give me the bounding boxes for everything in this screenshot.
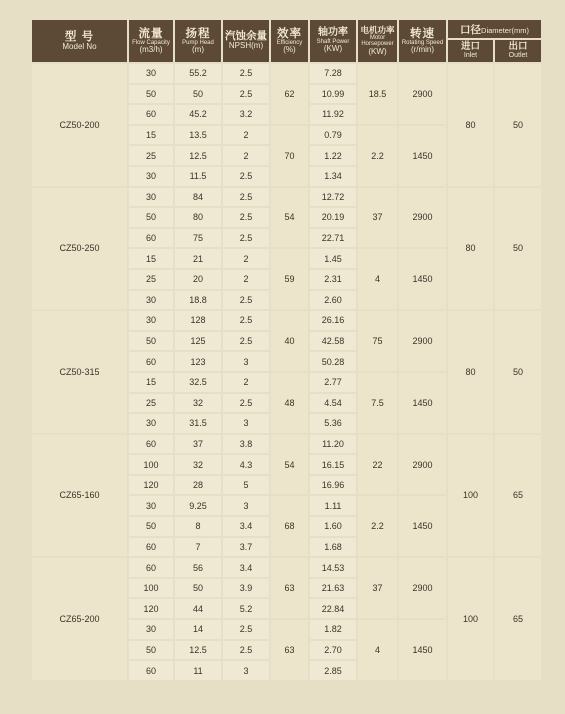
shaft-power-cell: 14.53	[310, 558, 356, 577]
head-cell: 55.2	[175, 64, 221, 83]
shaft-power-cell: 22.84	[310, 599, 356, 618]
header-motor-cn: 电机功率	[360, 25, 395, 36]
npsh-cell: 3.4	[223, 558, 269, 577]
npsh-cell: 2.5	[223, 332, 269, 351]
table-row	[32, 64, 541, 83]
flow-cell: 100	[129, 579, 173, 598]
inlet-cell: 80	[448, 188, 493, 310]
flow-cell: 30	[129, 291, 173, 310]
header-flow-en: Flow Capacity	[132, 39, 170, 46]
head-cell: 45.2	[175, 105, 221, 124]
header-shaft-en: Shaft Power	[316, 38, 350, 45]
head-cell: 32	[175, 394, 221, 413]
efficiency-cell: 63	[271, 558, 308, 618]
npsh-cell: 2.5	[223, 85, 269, 104]
table-row	[32, 188, 541, 207]
npsh-cell: 5.2	[223, 599, 269, 618]
inlet-cell: 100	[448, 558, 493, 680]
npsh-cell: 3	[223, 661, 269, 680]
flow-cell: 25	[129, 394, 173, 413]
head-cell: 14	[175, 620, 221, 639]
header-npsh-unit: NPSH(m)	[228, 41, 264, 51]
npsh-cell: 2.5	[223, 620, 269, 639]
flow-cell: 120	[129, 599, 173, 618]
motor-power-cell: 4	[358, 249, 397, 309]
speed-cell: 1450	[399, 249, 446, 309]
head-cell: 50	[175, 579, 221, 598]
header-speed-unit: (r/min)	[410, 44, 435, 54]
flow-cell: 30	[129, 64, 173, 83]
header-eff	[271, 20, 308, 62]
header-model-cn: 型 号	[64, 30, 95, 43]
model-name-cell: CZ50-250	[32, 188, 127, 310]
npsh-cell: 2.5	[223, 229, 269, 248]
shaft-power-cell: 16.15	[310, 455, 356, 474]
header-outlet	[495, 40, 541, 62]
inlet-cell: 80	[448, 64, 493, 186]
header-motor	[358, 20, 397, 62]
speed-cell: 1450	[399, 496, 446, 556]
header-shaft-cn: 轴功率	[318, 27, 348, 39]
npsh-cell: 3.9	[223, 579, 269, 598]
npsh-cell: 2	[223, 146, 269, 165]
speed-cell: 2900	[399, 188, 446, 248]
header-diameter	[448, 20, 541, 38]
npsh-cell: 3.7	[223, 538, 269, 557]
motor-power-cell: 7.5	[358, 373, 397, 433]
efficiency-cell: 63	[271, 620, 308, 680]
speed-cell: 2900	[399, 311, 446, 371]
speed-cell: 1450	[399, 620, 446, 680]
header-model	[32, 20, 127, 62]
header-head	[175, 20, 221, 62]
npsh-cell: 4.3	[223, 455, 269, 474]
header-flow	[129, 20, 173, 62]
head-cell: 84	[175, 188, 221, 207]
speed-cell: 2900	[399, 64, 446, 124]
shaft-power-cell: 1.22	[310, 146, 356, 165]
head-cell: 12.5	[175, 146, 221, 165]
npsh-cell: 2	[223, 126, 269, 145]
head-cell: 44	[175, 599, 221, 618]
header-inlet-cn: 进口	[460, 41, 480, 53]
header-outlet-en: Outlet	[508, 52, 528, 60]
outlet-cell: 65	[495, 435, 541, 557]
flow-cell: 50	[129, 85, 173, 104]
efficiency-cell: 59	[271, 249, 308, 309]
npsh-cell: 3.2	[223, 105, 269, 124]
shaft-power-cell: 1.34	[310, 167, 356, 186]
flow-cell: 30	[129, 414, 173, 433]
flow-cell: 100	[129, 455, 173, 474]
motor-power-cell: 2.2	[358, 496, 397, 556]
head-cell: 7	[175, 538, 221, 557]
shaft-power-cell: 7.28	[310, 64, 356, 83]
shaft-power-cell: 2.70	[310, 641, 356, 660]
header-eff-en: Efficiency	[276, 39, 303, 46]
motor-power-cell: 75	[358, 311, 397, 371]
header-diameter-en: Diameter(mm)	[481, 25, 529, 35]
npsh-cell: 5	[223, 476, 269, 495]
header-motor-en: Motor Horsepower	[361, 34, 394, 48]
head-cell: 50	[175, 85, 221, 104]
head-cell: 31.5	[175, 414, 221, 433]
pump-spec-table	[30, 18, 543, 682]
shaft-power-cell: 10.99	[310, 85, 356, 104]
header-head-unit: (m)	[192, 44, 204, 54]
efficiency-cell: 54	[271, 435, 308, 495]
speed-cell: 1450	[399, 373, 446, 433]
table-row	[32, 558, 541, 577]
header-shaft-unit: (KW)	[323, 44, 343, 54]
speed-cell: 2900	[399, 435, 446, 495]
speed-cell: 2900	[399, 558, 446, 618]
flow-cell: 25	[129, 270, 173, 289]
header-speed	[399, 20, 446, 62]
npsh-cell: 3	[223, 414, 269, 433]
head-cell: 128	[175, 311, 221, 330]
head-cell: 75	[175, 229, 221, 248]
shaft-power-cell: 22.71	[310, 229, 356, 248]
header-speed-cn: 转速	[410, 27, 435, 40]
header-npsh	[223, 20, 269, 62]
flow-cell: 30	[129, 167, 173, 186]
header-eff-unit: (%)	[283, 44, 296, 54]
header-flow-unit: (m3/h)	[139, 44, 163, 54]
npsh-cell: 2.5	[223, 311, 269, 330]
head-cell: 32.5	[175, 373, 221, 392]
motor-power-cell: 4	[358, 620, 397, 680]
flow-cell: 60	[129, 435, 173, 454]
npsh-cell: 2	[223, 373, 269, 392]
shaft-power-cell: 1.11	[310, 496, 356, 515]
npsh-cell: 2.5	[223, 208, 269, 227]
shaft-power-cell: 1.60	[310, 517, 356, 536]
shaft-power-cell: 2.85	[310, 661, 356, 680]
flow-cell: 60	[129, 558, 173, 577]
head-cell: 8	[175, 517, 221, 536]
npsh-cell: 3.4	[223, 517, 269, 536]
npsh-cell: 2	[223, 249, 269, 268]
header-eff-cn: 效率	[277, 27, 302, 40]
model-name-cell: CZ50-315	[32, 311, 127, 433]
flow-cell: 60	[129, 538, 173, 557]
head-cell: 28	[175, 476, 221, 495]
flow-cell: 50	[129, 641, 173, 660]
shaft-power-cell: 0.79	[310, 126, 356, 145]
shaft-power-cell: 42.58	[310, 332, 356, 351]
outlet-cell: 65	[495, 558, 541, 680]
flow-cell: 30	[129, 496, 173, 515]
npsh-cell: 2.5	[223, 394, 269, 413]
outlet-cell: 50	[495, 64, 541, 186]
efficiency-cell: 54	[271, 188, 308, 248]
flow-cell: 25	[129, 146, 173, 165]
header-shaft	[310, 20, 356, 62]
table-header	[32, 20, 541, 62]
flow-cell: 120	[129, 476, 173, 495]
motor-power-cell: 22	[358, 435, 397, 495]
flow-cell: 60	[129, 105, 173, 124]
head-cell: 11	[175, 661, 221, 680]
flow-cell: 30	[129, 188, 173, 207]
model-name-cell: CZ50-200	[32, 64, 127, 186]
flow-cell: 30	[129, 311, 173, 330]
npsh-cell: 3	[223, 496, 269, 515]
shaft-power-cell: 12.72	[310, 188, 356, 207]
shaft-power-cell: 11.20	[310, 435, 356, 454]
header-inlet	[448, 40, 493, 62]
head-cell: 9.25	[175, 496, 221, 515]
shaft-power-cell: 26.16	[310, 311, 356, 330]
model-name-cell: CZ65-200	[32, 558, 127, 680]
efficiency-cell: 48	[271, 373, 308, 433]
head-cell: 13.5	[175, 126, 221, 145]
outlet-cell: 50	[495, 188, 541, 310]
header-inlet-en: Inlet	[463, 52, 478, 60]
shaft-power-cell: 5.36	[310, 414, 356, 433]
table-body	[32, 64, 541, 680]
shaft-power-cell: 2.31	[310, 270, 356, 289]
header-motor-unit: (KW)	[368, 46, 387, 56]
header-head-cn: 扬程	[185, 27, 211, 40]
header-outlet-cn: 出口	[508, 41, 528, 53]
outlet-cell: 50	[495, 311, 541, 433]
shaft-power-cell: 2.77	[310, 373, 356, 392]
flow-cell: 50	[129, 517, 173, 536]
speed-cell: 1450	[399, 126, 446, 186]
efficiency-cell: 40	[271, 311, 308, 371]
head-cell: 18.8	[175, 291, 221, 310]
flow-cell: 60	[129, 661, 173, 680]
npsh-cell: 2.5	[223, 167, 269, 186]
shaft-power-cell: 4.54	[310, 394, 356, 413]
shaft-power-cell: 1.45	[310, 249, 356, 268]
flow-cell: 15	[129, 373, 173, 392]
shaft-power-cell: 1.68	[310, 538, 356, 557]
motor-power-cell: 2.2	[358, 126, 397, 186]
flow-cell: 30	[129, 620, 173, 639]
motor-power-cell: 37	[358, 558, 397, 618]
shaft-power-cell: 2.60	[310, 291, 356, 310]
flow-cell: 50	[129, 208, 173, 227]
inlet-cell: 80	[448, 311, 493, 433]
npsh-cell: 2.5	[223, 291, 269, 310]
flow-cell: 15	[129, 249, 173, 268]
shaft-power-cell: 16.96	[310, 476, 356, 495]
header-model-en: Model No	[62, 41, 97, 51]
head-cell: 12.5	[175, 641, 221, 660]
motor-power-cell: 37	[358, 188, 397, 248]
head-cell: 123	[175, 352, 221, 371]
header-head-en: Pump Head	[182, 39, 214, 46]
efficiency-cell: 68	[271, 496, 308, 556]
shaft-power-cell: 50.28	[310, 352, 356, 371]
head-cell: 37	[175, 435, 221, 454]
flow-cell: 60	[129, 229, 173, 248]
head-cell: 56	[175, 558, 221, 577]
npsh-cell: 3.8	[223, 435, 269, 454]
efficiency-cell: 70	[271, 126, 308, 186]
table-row	[32, 435, 541, 454]
head-cell: 11.5	[175, 167, 221, 186]
pump-spec-sheet	[30, 18, 535, 682]
npsh-cell: 2	[223, 270, 269, 289]
header-speed-en: Rotating Speed	[401, 39, 444, 46]
flow-cell: 50	[129, 332, 173, 351]
motor-power-cell: 18.5	[358, 64, 397, 124]
shaft-power-cell: 21.63	[310, 579, 356, 598]
head-cell: 20	[175, 270, 221, 289]
shaft-power-cell: 11.92	[310, 105, 356, 124]
inlet-cell: 100	[448, 435, 493, 557]
npsh-cell: 2.5	[223, 188, 269, 207]
head-cell: 21	[175, 249, 221, 268]
shaft-power-cell: 20.19	[310, 208, 356, 227]
model-name-cell: CZ65-160	[32, 435, 127, 557]
npsh-cell: 3	[223, 352, 269, 371]
header-flow-cn: 流量	[138, 27, 164, 40]
flow-cell: 60	[129, 352, 173, 371]
shaft-power-cell: 1.82	[310, 620, 356, 639]
head-cell: 125	[175, 332, 221, 351]
npsh-cell: 2.5	[223, 64, 269, 83]
header-npsh-cn: 汽蚀余量	[225, 30, 267, 43]
npsh-cell: 2.5	[223, 641, 269, 660]
efficiency-cell: 62	[271, 64, 308, 124]
head-cell: 80	[175, 208, 221, 227]
table-row	[32, 311, 541, 330]
head-cell: 32	[175, 455, 221, 474]
flow-cell: 15	[129, 126, 173, 145]
header-diameter-cn: 口径	[460, 23, 482, 36]
